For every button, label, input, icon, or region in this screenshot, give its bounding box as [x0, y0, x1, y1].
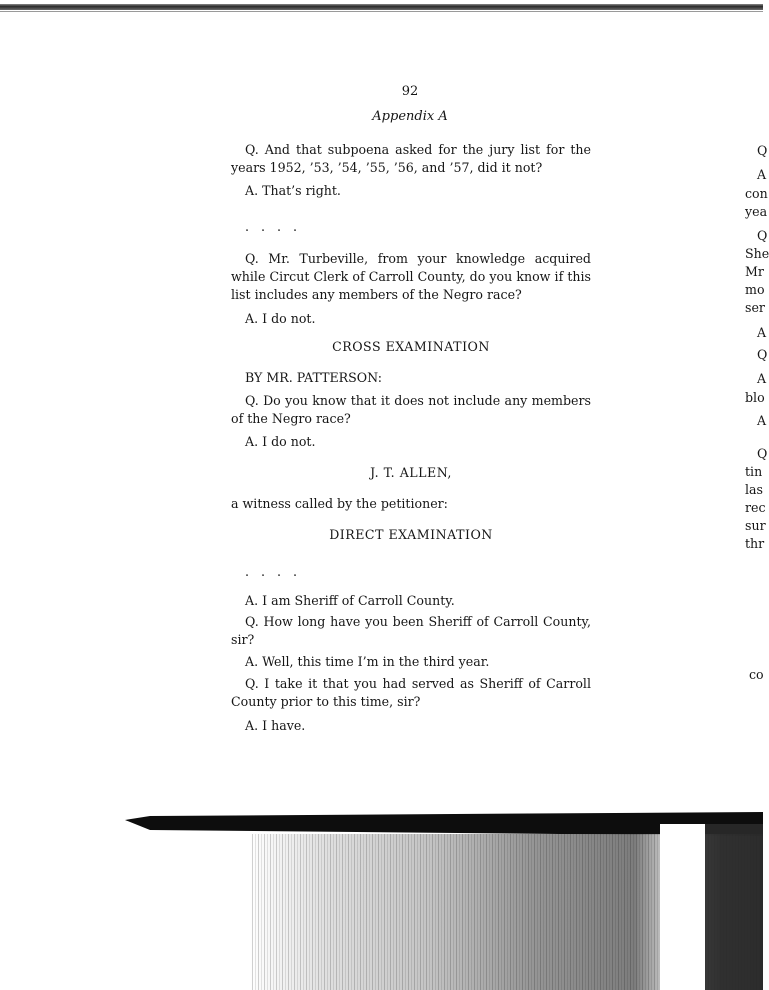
heading-direct-examination: [231, 526, 591, 544]
adjacent-page-fragment: A: [757, 371, 767, 386]
answer-text: A. Well, this time I’m in the third year.: [245, 654, 490, 669]
transcript-a-third-year: [231, 653, 591, 671]
witness-called-text: a witness called by the petitioner:: [231, 496, 448, 511]
transcript-a-thats-right: [231, 182, 591, 200]
adjacent-page-fragment: Q: [757, 347, 768, 362]
adjacent-page-fragment: Mr: [745, 264, 764, 279]
adjacent-page-fragment: Q: [757, 228, 768, 243]
transcript-a-i-do-not-2: [231, 433, 591, 451]
ellipsis-2: [231, 563, 591, 581]
adjacent-page-fragment: mo: [745, 282, 765, 297]
adjacent-page-fragment: sur: [745, 518, 766, 533]
by-mr-patterson: [231, 369, 591, 387]
adjacent-page-fragment: thr: [745, 536, 765, 551]
witness-name-text: J. T. ALLEN,: [370, 465, 452, 480]
answer-text: A. I do not.: [245, 434, 316, 449]
adjacent-page-fragment: A: [757, 167, 767, 182]
answer-text: A. I have.: [245, 718, 306, 733]
page-number: 92: [401, 84, 419, 99]
transcript-a-i-have: [231, 717, 591, 735]
witness-name: [231, 464, 591, 482]
appendix-heading: Appendix A: [372, 109, 448, 124]
ellipsis-text: . . . .: [245, 219, 302, 234]
transcript-q-how-long: [231, 613, 591, 649]
adjacent-page-fragment: blo: [745, 390, 765, 405]
adjacent-page-fragment: Q: [757, 143, 768, 158]
adjacent-page-fragment: rec: [745, 500, 766, 515]
transcript-q-turbeville: [231, 250, 591, 304]
section-heading: CROSS EXAMINATION: [332, 339, 490, 354]
question-text: Q. How long have you been Sheriff of Carroll County, sir?: [231, 614, 591, 647]
answer-text: A. I am Sheriff of Carroll County.: [245, 593, 455, 608]
answer-text: A. I do not.: [245, 311, 316, 326]
adjacent-page-fragment: ser: [745, 300, 765, 315]
ellipsis-text: . . . .: [245, 564, 302, 579]
scan-dark-edge: [705, 824, 763, 990]
section-heading: DIRECT EXAMINATION: [329, 527, 493, 542]
question-text: Q. Do you know that it does not include any members of the Negro race?: [231, 393, 591, 426]
adjacent-page-fragment: tin: [745, 464, 763, 479]
transcript-q-subpoena: [231, 141, 591, 177]
adjacent-page-fragment: A: [757, 325, 767, 340]
adjacent-page-fragment: con: [745, 186, 768, 201]
heading-cross-examination: [231, 338, 591, 356]
scan-artifact-band: [0, 810, 763, 990]
transcript-a-sheriff: [231, 592, 591, 610]
adjacent-page-fragment: A: [757, 413, 767, 428]
page-top-border: [0, 4, 763, 10]
adjacent-page-fragment: She: [745, 246, 769, 261]
ellipsis-1: [231, 218, 591, 236]
adjacent-page-fragment: yea: [745, 204, 768, 219]
adjacent-page-fragment: co: [749, 667, 764, 682]
answer-text: A. That’s right.: [245, 183, 341, 198]
witness-called-line: [231, 495, 591, 513]
examiner-line: BY MR. PATTERSON:: [245, 370, 382, 385]
adjacent-page-fragment: las: [745, 482, 763, 497]
question-text: Q. And that subpoena asked for the jury list for the years 1952, ’53, ’54, ’55, ’56, and ’57, did it not?: [231, 142, 591, 175]
scan-light-gap: [660, 824, 705, 990]
page-top-border-line: [0, 11, 763, 12]
question-text: Q. Mr. Turbeville, from your knowledge acquired while Circut Clerk of Carroll County, do you know if this list includes any members of the Negro race?: [231, 251, 591, 302]
transcript-q-negro-race: [231, 392, 591, 428]
transcript-q-served-prior: [231, 675, 591, 711]
question-text: Q. I take it that you had served as Sheriff of Carroll County prior to this time, sir?: [231, 676, 591, 709]
transcript-a-i-do-not-1: [231, 310, 591, 328]
adjacent-page-fragment: Q: [757, 446, 768, 461]
